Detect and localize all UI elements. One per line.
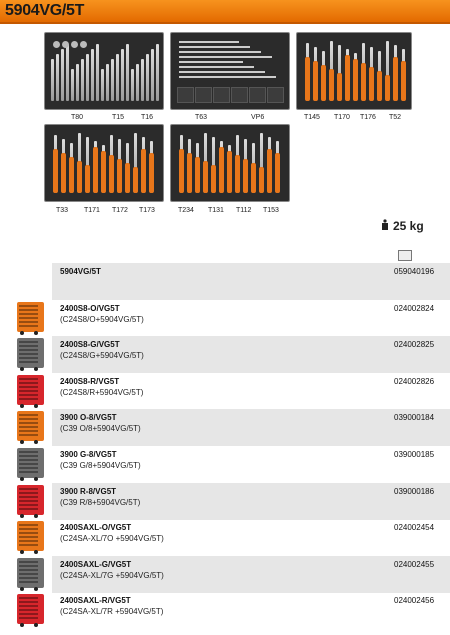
- product-name: 2400S8-R/VG5T: [60, 377, 120, 386]
- product-composition: (C24S8/G+5904VG/5T): [60, 351, 144, 360]
- tray-code: T52: [389, 114, 402, 121]
- tray-code: T145: [304, 114, 320, 121]
- tray-code: T153: [263, 207, 279, 214]
- product-name: 3900 R-8/VG5T: [60, 487, 117, 496]
- tray-code: T112: [236, 207, 252, 214]
- product-reference: 024002454: [394, 523, 435, 532]
- product-name: 2400S8-O/VG5T: [60, 304, 120, 313]
- product-reference: 024002825: [394, 340, 435, 349]
- tray-code: T172: [112, 207, 128, 214]
- product-reference: 039000184: [394, 413, 435, 422]
- tray-thumbnail-icon: [398, 250, 412, 261]
- tray-image-1: [44, 32, 164, 110]
- weight-icon: [381, 219, 389, 230]
- product-composition: (C39 O/8+5904VG/5T): [60, 424, 141, 433]
- cabinet-red-image: [17, 594, 44, 624]
- tray-code: T131: [208, 207, 224, 214]
- tray-image-4: [44, 124, 164, 202]
- table-row: [52, 263, 450, 300]
- tray-code: T176: [360, 114, 376, 121]
- cabinet-red-image: [17, 375, 44, 405]
- cabinet-orange-image: [17, 302, 44, 332]
- tray-code: T33: [56, 207, 69, 214]
- product-composition: (C39 G/8+5904VG/5T): [60, 461, 141, 470]
- product-reference: 059040196: [394, 267, 435, 276]
- product-name: 5904VG/5T: [60, 267, 101, 276]
- page-title: 5904VG/5T: [5, 2, 85, 19]
- tray-image-5: [170, 124, 290, 202]
- cabinet-orange-image: [17, 411, 44, 441]
- table-row: [52, 300, 450, 337]
- weight-value: 25 kg: [393, 219, 424, 233]
- product-reference: 039000186: [394, 487, 435, 496]
- product-composition: (C24SA-XL/7O +5904VG/5T): [60, 534, 164, 543]
- table-row: [52, 556, 450, 593]
- tray-code: T63: [195, 114, 208, 121]
- product-reference: 024002455: [394, 560, 435, 569]
- cabinet-red-image: [17, 485, 44, 515]
- cabinet-grey-image: [17, 448, 44, 478]
- product-reference: 024002826: [394, 377, 435, 386]
- table-row: [52, 373, 450, 410]
- tray-code: T170: [334, 114, 350, 121]
- product-composition: (C24S8/O+5904VG/5T): [60, 315, 144, 324]
- tray-code: VP6: [251, 114, 265, 121]
- tray-code: T80: [71, 114, 84, 121]
- cabinet-orange-image: [17, 521, 44, 551]
- tray-image-2: [170, 32, 290, 110]
- tray-image-3: [296, 32, 412, 110]
- tray-code: T173: [139, 207, 155, 214]
- product-composition: (C24S8/R+5904VG/5T): [60, 388, 144, 397]
- table-row: [52, 336, 450, 373]
- product-name: 2400S8-G/VG5T: [60, 340, 120, 349]
- table-row: [52, 592, 450, 629]
- title-bar: [0, 0, 450, 24]
- product-name: 3900 G-8/VG5T: [60, 450, 117, 459]
- table-row: [52, 483, 450, 520]
- tray-code: T16: [141, 114, 154, 121]
- product-name: 3900 O-8/VG5T: [60, 413, 117, 422]
- tray-code: T234: [178, 207, 194, 214]
- product-reference: 039000185: [394, 450, 435, 459]
- product-composition: (C24SA-XL/7R +5904VG/5T): [60, 607, 164, 616]
- table-row: [52, 519, 450, 556]
- cabinet-grey-image: [17, 558, 44, 588]
- product-name: 2400SAXL-O/VG5T: [60, 523, 132, 532]
- product-name: 2400SAXL-R/VG5T: [60, 596, 131, 605]
- product-reference: 024002456: [394, 596, 435, 605]
- table-row: [52, 446, 450, 483]
- cabinet-grey-image: [17, 338, 44, 368]
- product-composition: (C24SA-XL/7G +5904VG/5T): [60, 571, 164, 580]
- tray-code: T171: [84, 207, 100, 214]
- product-name: 2400SAXL-G/VG5T: [60, 560, 132, 569]
- product-reference: 024002824: [394, 304, 435, 313]
- tray-code: T15: [112, 114, 125, 121]
- product-composition: (C39 R/8+5904VG/5T): [60, 498, 141, 507]
- table-row: [52, 409, 450, 446]
